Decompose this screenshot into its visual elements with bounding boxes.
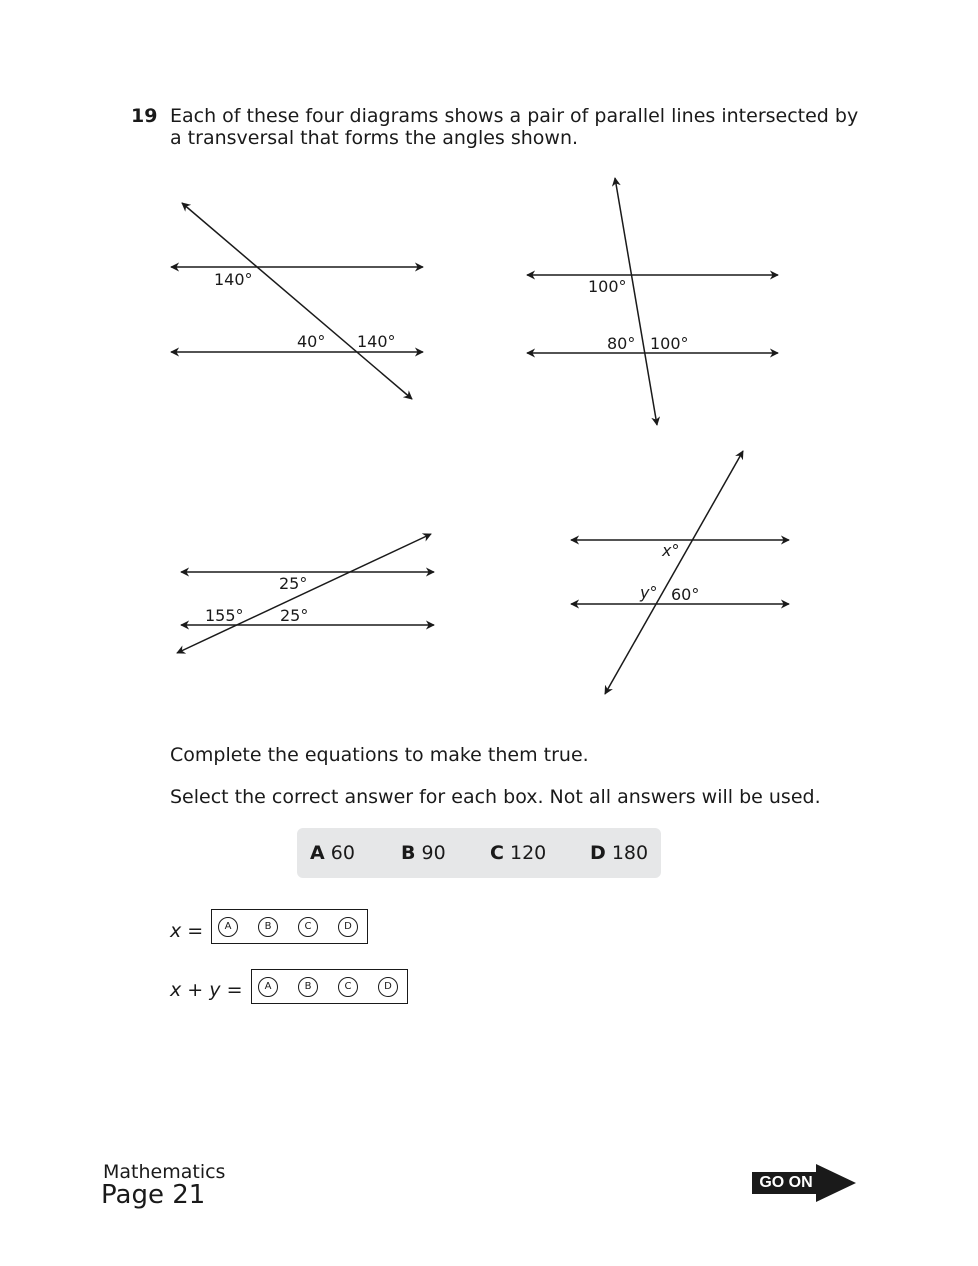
- bubble-a[interactable]: A: [218, 917, 238, 937]
- bubble-d[interactable]: D: [338, 917, 358, 937]
- d2-transversal: [615, 178, 657, 425]
- answer-box-x-plus-y: [251, 969, 408, 1004]
- d1-angle-label: 140°: [357, 332, 396, 351]
- footer-subject: Mathematics: [103, 1161, 226, 1183]
- d4-angle-label: x°: [662, 541, 680, 560]
- answer-choices: [297, 828, 661, 878]
- bubble-b[interactable]: B: [258, 917, 278, 937]
- d2-angle-label: 100°: [650, 334, 689, 353]
- bubble-c[interactable]: C: [298, 917, 318, 937]
- instruction-select: Select the correct answer for each box. Not all answers will be used.: [170, 786, 821, 808]
- d4-angle-label: y°: [640, 583, 658, 602]
- d4-transversal: [605, 451, 743, 694]
- choice-c: C 120: [490, 842, 547, 864]
- d3-transversal: [177, 534, 431, 653]
- d3-angle-label: 25°: [280, 606, 309, 625]
- equation-x-label: x =: [170, 920, 204, 942]
- bubble-c[interactable]: C: [338, 977, 358, 997]
- d4-angle-label: 60°: [671, 585, 700, 604]
- bubble-a[interactable]: A: [258, 977, 278, 997]
- choice-a: A 60: [310, 842, 355, 864]
- d3-angle-label: 155°: [205, 606, 244, 625]
- answer-box-x: [211, 909, 368, 944]
- bubble-d[interactable]: D: [378, 977, 398, 997]
- question-text: Each of these four diagrams shows a pair of parallel lines intersected by a transversal that forms the angles shown.: [170, 105, 859, 149]
- go-on-label: GO ON: [752, 1172, 820, 1194]
- d2-angle-label: 100°: [588, 277, 627, 296]
- instruction-complete: Complete the equations to make them true.: [170, 744, 589, 766]
- d1-angle-label: 140°: [214, 270, 253, 289]
- bubble-b[interactable]: B: [298, 977, 318, 997]
- choice-d: D 180: [590, 842, 649, 864]
- equation-x-plus-y-label: x + y =: [170, 979, 243, 1001]
- page-number: Page 21: [101, 1180, 206, 1210]
- d1-transversal: [182, 203, 412, 399]
- choice-b: B 90: [401, 842, 446, 864]
- question-number: 19: [131, 105, 158, 127]
- d3-angle-label: 25°: [279, 574, 308, 593]
- d2-angle-label: 80°: [607, 334, 636, 353]
- d1-angle-label: 40°: [297, 332, 326, 351]
